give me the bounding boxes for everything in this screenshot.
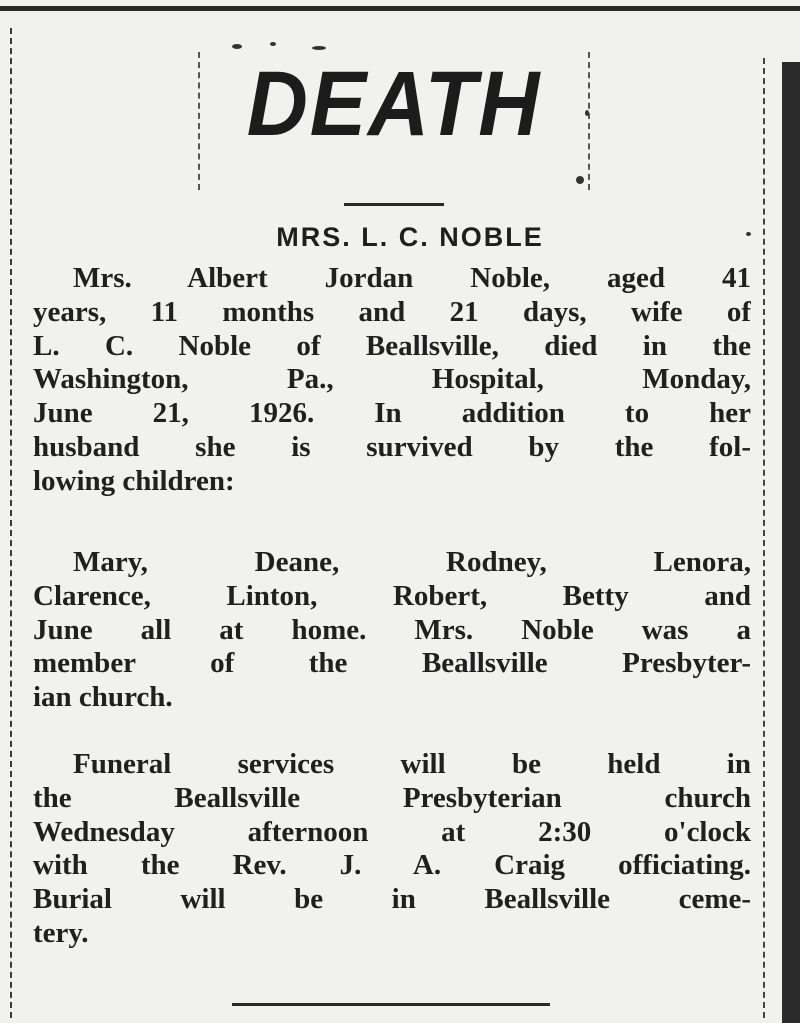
text-line: the Beallsville Presbyterian church <box>33 781 751 814</box>
text-line: Mrs. Albert Jordan Noble, aged 41 <box>73 262 751 294</box>
paragraph-3 <box>33 748 751 951</box>
text-line: Wednesday afternoon at 2:30 o'clock <box>33 815 751 848</box>
closing-divider <box>232 1003 550 1006</box>
text-line: Funeral services will be held in <box>73 748 751 780</box>
paragraph-1 <box>33 262 751 499</box>
text-line: Burial will be in Beallsville ceme- <box>33 883 751 916</box>
text-line: Washington, Pa., Hospital, Monday, <box>33 363 751 396</box>
text-line: tery. <box>33 916 89 949</box>
headline-divider <box>344 203 444 206</box>
headline: DEATH <box>246 53 542 155</box>
right-column-rule <box>763 58 767 1018</box>
print-speck <box>312 46 326 50</box>
text-line: ian church. <box>33 681 173 714</box>
text-line: June 21, 1926. In addition to her <box>33 397 751 430</box>
print-speck <box>576 176 584 184</box>
text-line: husband she is survived by the fol- <box>33 430 751 463</box>
print-speck <box>232 44 242 49</box>
print-speck <box>270 42 276 46</box>
left-column-rule <box>10 28 14 1018</box>
paragraph-2 <box>33 546 751 715</box>
text-line: member of the Beallsville Presbyter- <box>33 647 751 680</box>
text-line: lowing children: <box>33 464 235 497</box>
text-line: with the Rev. J. A. Craig officiating. <box>33 849 751 882</box>
text-line: Clarence, Linton, Robert, Betty and <box>33 579 751 612</box>
text-line: L. C. Noble of Beallsville, died in the <box>33 329 751 362</box>
text-line: years, 11 months and 21 days, wife of <box>33 295 751 328</box>
subheadline: MRS. L. C. NOBLE <box>276 222 544 252</box>
print-speck <box>746 232 751 236</box>
text-line: Mary, Deane, Rodney, Lenora, <box>73 546 751 578</box>
print-speck <box>585 110 589 116</box>
adjacent-column-edge <box>782 62 800 1023</box>
text-line: June all at home. Mrs. Noble was a <box>33 613 751 646</box>
top-column-rule <box>0 6 800 11</box>
